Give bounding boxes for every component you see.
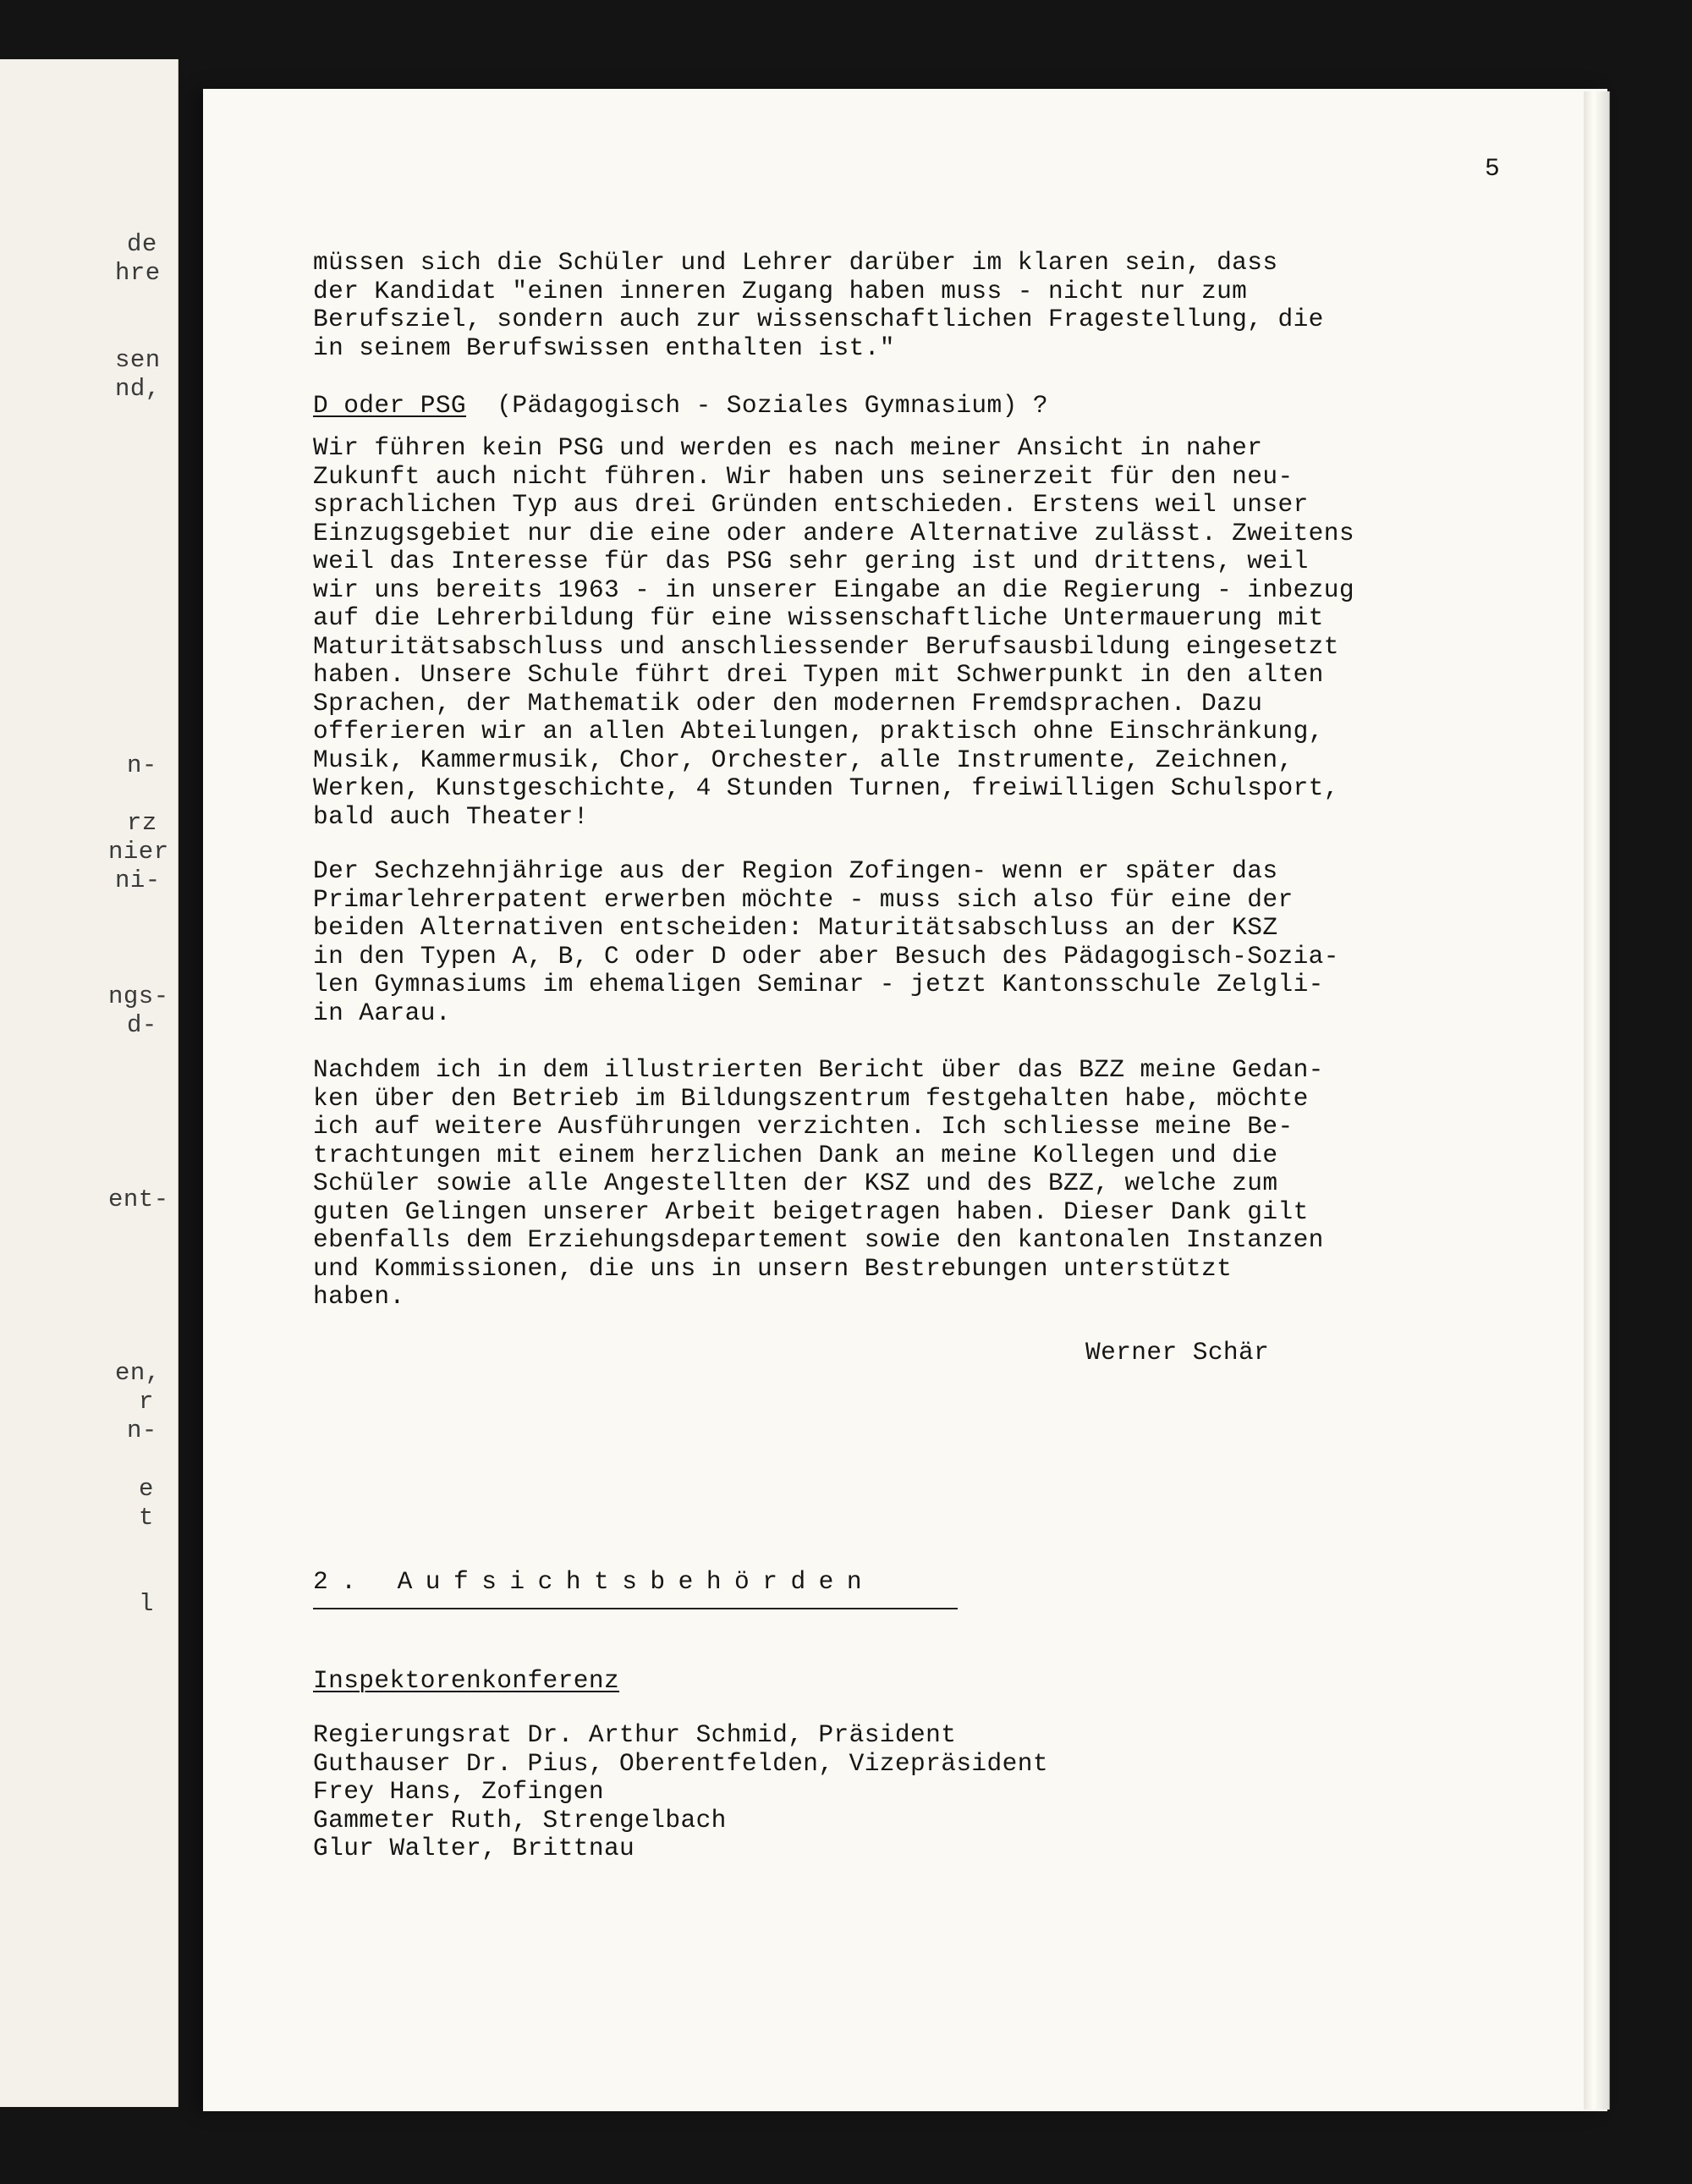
text-line: ebenfalls dem Erziehungsdepartement sowie den kantonalen Instanzen	[313, 1225, 1324, 1254]
section-d-heading	[313, 392, 1048, 421]
member-line: Regierungsrat Dr. Arthur Schmid, Präsident	[313, 1720, 957, 1749]
left-page-fragment: ent-	[108, 1185, 169, 1213]
paragraph-region	[313, 857, 1339, 1027]
left-page-fragment: l	[139, 1590, 154, 1619]
left-page-fragment: ni-	[115, 866, 161, 895]
text-line: Musik, Kammermusik, Chor, Orchester, alle Instrumente, Zeichnen,	[313, 745, 1294, 774]
text-line: ken über den Betrieb im Bildungszentrum festgehalten habe, möchte	[313, 1083, 1309, 1113]
text-line: Schüler sowie alle Angestellten der KSZ und des BZZ, welche zum	[313, 1169, 1278, 1197]
text-line: auf die Lehrerbildung für eine wissenschaftliche Untermauerung mit	[313, 603, 1324, 632]
intro-paragraph	[313, 249, 1324, 362]
left-page-fragment: hre	[115, 259, 161, 288]
member-line: Guthauser Dr. Pius, Oberentfelden, Vizepräsident	[313, 1748, 1048, 1778]
signature: Werner Schär	[1085, 1338, 1270, 1367]
section-2-title: 2. Aufsichtsbehörden	[313, 1567, 876, 1596]
left-page-fragment: sen	[115, 345, 161, 374]
text-line: Nachdem ich in dem illustrierten Bericht über das BZZ meine Gedan-	[313, 1055, 1324, 1084]
left-page-fragment: d-	[127, 1011, 157, 1040]
left-page-fragment: r	[139, 1388, 154, 1416]
page-number: 5	[1485, 154, 1501, 183]
paragraph-closing	[313, 1056, 1324, 1312]
text-line: in den Typen A, B, C oder D oder aber Besuch des Pädagogisch-Sozia-	[313, 941, 1339, 971]
text-line: Wir führen kein PSG und werden es nach meiner Ansicht in naher	[313, 433, 1263, 462]
text-line: sprachlichen Typ aus drei Gründen entschieden. Erstens weil unser	[313, 490, 1309, 519]
text-line: und Kommissionen, die uns in unsern Bestrebungen unterstützt	[313, 1253, 1233, 1283]
text-line: der Kandidat "einen inneren Zugang haben muss - nicht nur zum	[313, 276, 1248, 305]
text-line: haben.	[313, 1282, 405, 1311]
text-line: müssen sich die Schüler und Lehrer darüber im klaren sein, dass	[313, 248, 1278, 277]
section-d-heading-underlined: D oder PSG	[313, 391, 467, 420]
left-page-fragment: rz	[127, 809, 157, 837]
text-line: weil das Interesse für das PSG sehr gering ist und drittens, weil	[313, 547, 1309, 575]
left-page-fragment: de	[127, 230, 157, 258]
section-d-heading-rest: (Pädagogisch - Soziales Gymnasium) ?	[466, 391, 1048, 420]
paragraph-psg	[313, 434, 1354, 831]
left-page-fragment: en,	[115, 1358, 161, 1387]
text-line: in seinem Berufswissen enthalten ist."	[313, 333, 895, 362]
member-line: Gammeter Ruth, Strengelbach	[313, 1805, 727, 1835]
text-line: Zukunft auch nicht führen. Wir haben uns seinerzeit für den neu-	[313, 461, 1294, 491]
text-line: Maturitätsabschluss und anschliessender Berufsausbildung eingesetzt	[313, 631, 1339, 661]
member-line: Frey Hans, Zofingen	[313, 1777, 604, 1806]
page-stack-edge	[1584, 91, 1610, 2110]
inspektoren-heading: Inspektorenkonferenz	[313, 1666, 620, 1695]
text-line: len Gymnasiums im ehemaligen Seminar - jetzt Kantonsschule Zelgli-	[313, 970, 1324, 998]
left-page-fragment: n-	[127, 1417, 157, 1445]
left-page-fragment: nier	[108, 838, 169, 866]
left-page-fragment: nd,	[115, 375, 161, 403]
left-page-fragment: e	[139, 1474, 154, 1503]
text-line: in Aarau.	[313, 998, 451, 1027]
text-line: Primarlehrerpatent erwerben möchte - muss sich also für eine der	[313, 884, 1294, 914]
text-line: beiden Alternativen entscheiden: Maturitätsabschluss an der KSZ	[313, 913, 1278, 942]
text-line: Der Sechzehnjährige aus der Region Zofingen- wenn er später das	[313, 856, 1278, 885]
left-page-fragment: t	[139, 1503, 154, 1532]
text-line: guten Gelingen unserer Arbeit beigetragen haben. Dieser Dank gilt	[313, 1197, 1309, 1226]
text-line: ich auf weitere Ausführungen verzichten. Ich schliesse meine Be-	[313, 1112, 1294, 1141]
text-line: bald auch Theater!	[313, 801, 589, 831]
left-page-fragment: ngs-	[108, 982, 169, 1011]
text-line: wir uns bereits 1963 - in unserer Eingabe an die Regierung - inbezug	[313, 575, 1354, 604]
text-line: Berufsziel, sondern auch zur wissenschaftlichen Fragestellung, die	[313, 305, 1324, 333]
text-line: Werken, Kunstgeschichte, 4 Stunden Turnen, freiwilligen Schulsport,	[313, 773, 1339, 802]
left-page-fragment: n-	[127, 751, 157, 779]
text-line: offerieren wir an allen Abteilungen, praktisch ohne Einschränkung,	[313, 717, 1324, 745]
text-line: Einzugsgebiet nur die eine oder andere Alternative zulässt. Zweitens	[313, 518, 1354, 547]
text-line: trachtungen mit einem herzlichen Dank an meine Kollegen und die	[313, 1140, 1278, 1169]
left-page-edge	[0, 59, 179, 2107]
section-2-rule	[313, 1608, 958, 1609]
text-line: Sprachen, der Mathematik oder den modernen Fremdsprachen. Dazu	[313, 688, 1263, 718]
member-line: Glur Walter, Brittnau	[313, 1834, 635, 1862]
inspektoren-members	[313, 1721, 1048, 1863]
text-line: haben. Unsere Schule führt drei Typen mit Schwerpunkt in den alten	[313, 660, 1324, 689]
